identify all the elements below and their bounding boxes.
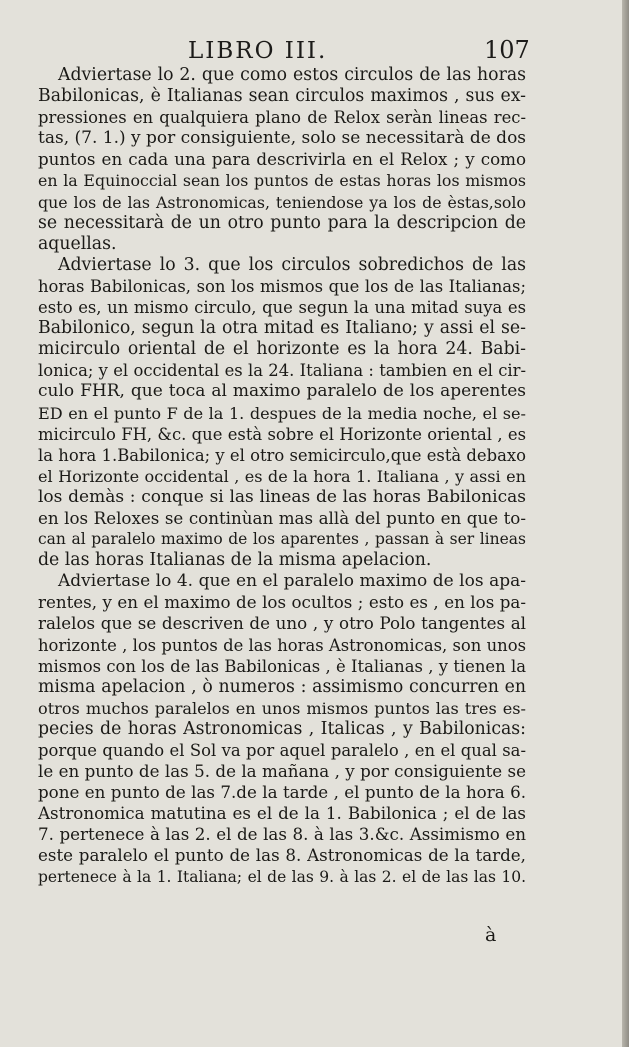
text-line: mismos con los de las Babilonicas , è Italianas , y tienen la [38, 656, 526, 676]
text-line: otros muchos paralelos en unos mismos puntos las tres es- [38, 698, 526, 718]
text-line: en los Reloxes se continùan mas allà del punto en que to- [38, 507, 526, 528]
text-line: este paralelo el punto de las 8. Astronomicas de la tarde, [38, 845, 526, 866]
text-line: rentes, y en el maximo de los ocultos ; esto es , en los pa- [38, 592, 526, 613]
text-line: horas Babilonicas, son los mismos que los de las Italianas; [38, 276, 526, 296]
page-edge [622, 0, 629, 1047]
text-line: que los de las Astronomicas, teniendose ya los de èstas,solo [38, 192, 526, 212]
text-line: en la Equinoccial sean los puntos de estas horas los mismos [38, 171, 526, 191]
text-line: micirculo FH, &c. que està sobre el Horizonte oriental , es [38, 424, 526, 444]
text-line: micirculo oriental de el horizonte es la hora 24. Babi- [38, 339, 526, 360]
text-line: ralelos que se descriven de uno , y otro Polo tangentes al [38, 613, 526, 634]
page-number: 107 [484, 36, 530, 64]
text-line: lonica; y el occidental es la 24. Italiana : tambien en el cir- [38, 361, 526, 381]
text-line: 7. pertenece à las 2. el de las 8. à las 3.&c. Assimismo en [38, 824, 526, 845]
text-line: aquellas. [38, 233, 117, 254]
text-line: los demàs : conque si las lineas de las horas Babilonicas [38, 486, 526, 507]
page-header [0, 36, 622, 66]
text-line: culo FHR, que toca al maximo paralelo de los aperentes [38, 381, 526, 402]
text-line: pertenece à la 1. Italiana; el de las 9. à las 2. el de las las 10. [38, 867, 526, 886]
text-line: ED en el punto F de la 1. despues de la media noche, el se- [38, 403, 526, 423]
catchword: à [485, 924, 497, 946]
text-line: pecies de horas Astronomicas , Italicas , y Babilonicas: [38, 718, 526, 739]
text-line: pressiones en qualquiera plano de Relox seràn lineas rec- [38, 108, 526, 128]
running-head: LIBRO III. [188, 38, 328, 64]
text-line: porque quando el Sol va por aquel paralelo , en el qual sa- [38, 741, 526, 760]
text-line: tas, (7. 1.) y por consiguiente, solo se necessitarà de dos [38, 128, 527, 149]
text-line: se necessitarà de un otro punto para la descripcion de [38, 212, 526, 233]
text-line: pone en punto de las 7.de la tarde , el punto de la hora 6. [38, 782, 526, 803]
body-text [38, 65, 526, 888]
text-line: misma apelacion , ò numeros : assimismo concurren en [38, 676, 526, 697]
text-line: Adviertase lo 3. que los circulos sobredichos de las [58, 254, 526, 275]
text-line: Astronomica matutina es el de la 1. Babilonica ; el de las [38, 803, 526, 824]
text-line: Adviertase lo 2. que como estos circulos de las horas [58, 65, 526, 85]
text-line: horizonte , los puntos de las horas Astronomicas, son unos [38, 635, 526, 655]
text-line: Babilonicas, è Italianas sean circulos maximos , sus ex- [38, 86, 526, 107]
text-line: le en punto de las 5. de la mañana , y por consiguiente se [38, 761, 526, 782]
text-line: de las horas Italianas de la misma apelacion. [38, 550, 432, 571]
text-line: can al paralelo maximo de los aparentes , passan à ser lineas [38, 530, 526, 549]
text-line: el Horizonte occidental , es de la hora 1. Italiana , y assi en [38, 466, 526, 486]
text-line: Adviertase lo 4. que en el paralelo maximo de los apa- [58, 571, 526, 592]
text-line: puntos en cada una para descrivirla en el Relox ; y como [38, 149, 526, 170]
text-line: la hora 1.Babilonica; y el otro semicirculo,que està debaxo [38, 445, 526, 465]
text-line: Babilonico, segun la otra mitad es Italiano; y assi el se- [38, 318, 526, 339]
text-line: esto es, un mismo circulo, que segun la una mitad suya es [38, 298, 526, 318]
